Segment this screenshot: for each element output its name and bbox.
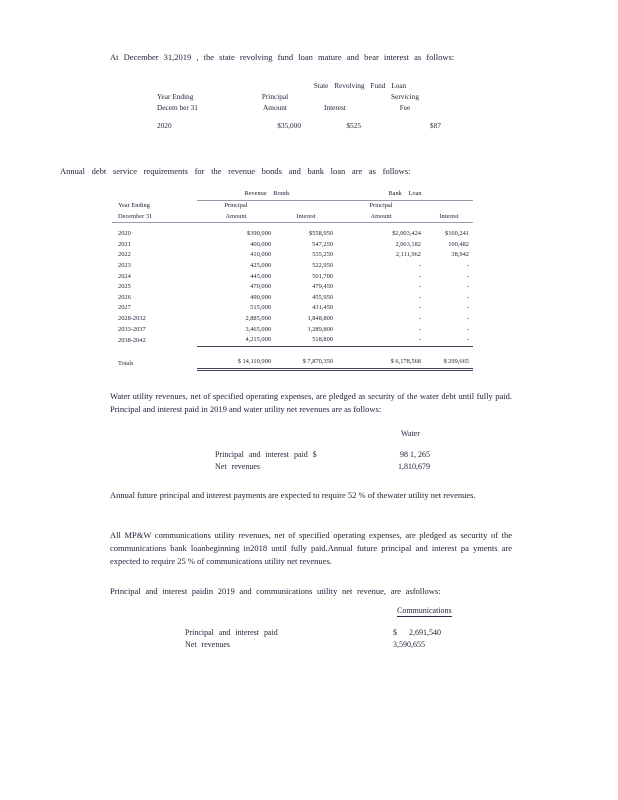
debt-row-bl-principal: - (418, 261, 421, 269)
mpw-pledge-paragraph: All MP&W communications utility revenues, net of specified operating expenses, are pledged as security of the communications bank loanbeginning in2018 until fully paid.Annual future principal and interest pa yments are expected to require 25 % of communications utility net revenues. (110, 530, 512, 566)
debt-row-rb-principal: 4,215,000 (245, 336, 271, 344)
debt-table-row (112, 335, 473, 346)
water-future-paragraph: Annual future principal and interest payments are expected to require 52 % of thewater utility net revenues. (110, 490, 476, 500)
debt-row-bl-principal: 2,111,962 (395, 251, 421, 259)
debt-row-year: 2028-2032 (118, 314, 146, 322)
totals-rb-principal: $ 14,110,000 (197, 355, 275, 370)
debt-row-bl-principal: 2,063,182 (395, 240, 421, 248)
debt-table-row (112, 325, 473, 336)
debt-row-year: 2020 (118, 230, 131, 238)
srf-principal: $35,000 (277, 121, 301, 130)
comms-intro-paragraph: Principal and interest paidin 2019 and communications utility net revenue, are asfollows: (110, 586, 441, 596)
water-column-header: Water (401, 429, 420, 438)
debt-row-rb-principal: 410,000 (250, 251, 271, 259)
debt-totals-row (112, 355, 473, 370)
debt-row-bl-principal: - (418, 304, 421, 312)
comms-row-value: 3,590,655 (393, 639, 425, 649)
debt-table-row (112, 272, 473, 283)
debt-row-bl-interest: 100,482 (448, 240, 469, 248)
comms-row-label: Principal and interest paid (185, 628, 278, 637)
water-row-label: Net revenues (215, 461, 260, 471)
debt-header-rb-interest: Interest (275, 212, 337, 223)
debt-row-year: 2022 (118, 251, 131, 259)
srf-data-row (155, 113, 445, 131)
debt-row-year: 2024 (118, 272, 131, 280)
srf-table-title: State Revolving Fund Loan (313, 81, 407, 90)
debt-group-header-row (112, 188, 473, 201)
srf-header-year-1: Year Ending (157, 92, 194, 101)
debt-row-bl-interest: - (466, 325, 469, 333)
srf-header-servicing-2: Fee (399, 103, 411, 112)
debt-row-bl-principal: - (418, 336, 421, 344)
totals-rb-interest: $ 7,870,350 (275, 355, 337, 370)
debt-table-row (112, 250, 473, 261)
debt-row-year: 2026 (118, 293, 131, 301)
debt-row-bl-principal: - (418, 283, 421, 291)
annual-debt-paragraph: Annual debt service requirements for the revenue bonds and bank loan are as follows: (60, 166, 411, 176)
totals-bl-interest: $ 299,665 (425, 355, 473, 370)
debt-row-year: 2033-2037 (118, 325, 146, 333)
water-row-label: Principal and interest paid $ (215, 450, 317, 459)
comms-summary-row (185, 639, 488, 651)
debt-row-year: 2025 (118, 283, 131, 291)
debt-row-year: 2023 (118, 261, 131, 269)
srf-header-principal-1: Principal (261, 92, 289, 101)
debt-row-rb-principal: $390,000 (247, 230, 271, 238)
debt-table-row (112, 261, 473, 272)
water-row-value: 98 1, 265 (400, 450, 430, 459)
water-summary-table (215, 449, 430, 472)
debt-row-bl-principal: - (418, 293, 421, 301)
srf-year: 2020 (157, 121, 172, 130)
communications-summary-table (185, 627, 488, 650)
srf-loan-table (155, 80, 445, 131)
debt-row-rb-principal: 445,000 (250, 272, 271, 280)
comms-summary-row (185, 627, 488, 639)
debt-row-rb-interest: 455,950 (312, 293, 333, 301)
totals-label: Totals (118, 359, 134, 367)
debt-row-bl-interest: - (466, 261, 469, 269)
debt-table-row (112, 229, 473, 240)
debt-row-rb-interest: 1,289,800 (307, 325, 333, 333)
srf-header-principal-2: Amount (263, 103, 287, 112)
debt-row-rb-interest: 518,800 (312, 336, 333, 344)
srf-group-header-row (155, 80, 445, 91)
comms-row-label: Net revenues (185, 639, 230, 649)
debt-row-bl-principal: - (418, 314, 421, 322)
debt-row-bl-interest: - (466, 336, 469, 344)
water-summary-row (215, 461, 430, 473)
debt-row-rb-principal: 470,000 (250, 283, 271, 291)
srf-header-row-1 (155, 91, 445, 102)
debt-table-row (112, 240, 473, 251)
debt-header-year-2: December 31 (112, 212, 197, 223)
debt-row-bl-interest: - (466, 283, 469, 291)
water-summary-row (215, 449, 430, 461)
debt-table-row (112, 293, 473, 304)
debt-row-bl-interest: 38,942 (451, 251, 469, 259)
debt-row-rb-interest: 522,950 (312, 261, 333, 269)
debt-header-bl-amount: Amount (337, 212, 425, 223)
revenue-bonds-header: Revenue Bonds (197, 188, 337, 201)
debt-row-rb-principal: 400,000 (250, 240, 271, 248)
debt-row-bl-principal: - (418, 325, 421, 333)
debt-row-rb-interest: 547,250 (312, 240, 333, 248)
debt-row-year: 2038-2042 (118, 336, 146, 344)
water-pledge-paragraph: Water utility revenues, net of specified operating expenses, are pledged as security of the water debt until fully paid. Principal and interest paid in 2019 and water utility net revenues are as follows: (110, 391, 512, 414)
debt-row-bl-interest: - (466, 293, 469, 301)
debt-table-row (112, 282, 473, 293)
debt-table-row (112, 303, 473, 314)
srf-header-year-2: Decem ber 31 (157, 103, 198, 112)
srf-interest: $525 (346, 121, 361, 130)
water-row-value: 1,810,679 (398, 461, 430, 471)
debt-row-rb-interest: 431,450 (312, 304, 333, 312)
debt-row-rb-principal: 515,000 (250, 304, 271, 312)
debt-row-rb-principal: 3,465,000 (245, 325, 271, 333)
debt-row-rb-principal: 490,000 (250, 293, 271, 301)
debt-header-bl-interest: Interest (425, 212, 473, 223)
debt-service-table (112, 188, 473, 371)
srf-header-row-2 (155, 102, 445, 113)
debt-row-bl-principal: $2,003,424 (392, 230, 421, 238)
debt-row-year: 2021 (118, 240, 131, 248)
debt-table-row (112, 314, 473, 325)
debt-row-rb-interest: $558,950 (309, 230, 333, 238)
debt-row-bl-interest: $160,241 (445, 230, 469, 238)
debt-row-rb-interest: 479,450 (312, 283, 333, 291)
debt-header-year-1: Year Ending (118, 202, 150, 209)
debt-row-rb-interest: 1,848,800 (307, 314, 333, 322)
debt-row-bl-interest: - (466, 304, 469, 312)
totals-bl-principal: $ 6,178,568 (337, 355, 425, 370)
communications-column-header: Communications (397, 606, 452, 615)
debt-header-rb-principal: Principal (224, 202, 248, 209)
debt-row-rb-principal: 2,885,000 (245, 314, 271, 322)
bank-loan-header: Bank Loan (337, 188, 473, 201)
debt-row-bl-principal: - (418, 272, 421, 280)
debt-row-bl-interest: - (466, 272, 469, 280)
srf-header-servicing-1: Servicing (391, 92, 419, 101)
srf-header-interest: Interest (324, 103, 346, 112)
debt-row-rb-principal: 425,000 (250, 261, 271, 269)
debt-row-bl-interest: - (466, 314, 469, 322)
debt-header-bl-principal: Principal (369, 202, 393, 209)
srf-servicing-fee: $87 (430, 121, 441, 130)
debt-row-rb-interest: 501,700 (312, 272, 333, 280)
debt-header-row-2 (112, 212, 473, 223)
debt-header-rb-amount: Amount (197, 212, 275, 223)
debt-row-rb-interest: 535,250 (312, 251, 333, 259)
comms-row-value: $ 2,691,540 (393, 628, 441, 637)
intro-paragraph: At December 31,2019 , the state revolving fund loan mature and bear interest as follows: (110, 52, 455, 62)
debt-header-row-1 (112, 201, 473, 212)
debt-row-year: 2027 (118, 304, 131, 312)
